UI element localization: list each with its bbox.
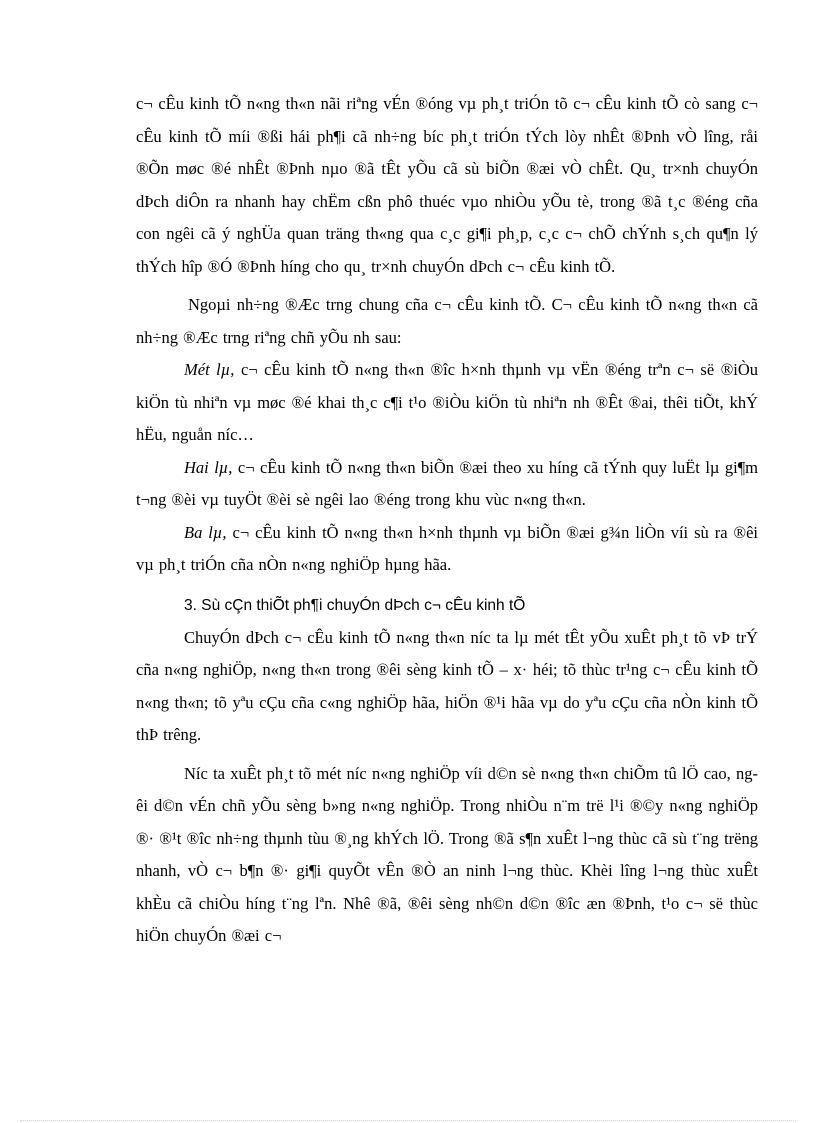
section-heading: 3. Sù cÇn thiÕt ph¶i chuyÓn dÞch c¬ cÊu kinh tÕ	[184, 596, 526, 614]
lead-phrase: Ba lµ,	[184, 522, 227, 542]
paragraph-first-characteristic	[136, 354, 758, 452]
paragraph-characteristics-intro: Ngoµi nh÷ng ®Æc trng chung cña c¬ cÊu kinh tÕ. C¬ cÊu kinh tÕ n«ng th«n cã nh÷ng ®Æc trng riªng chñ yÕu nh sau:	[136, 295, 758, 347]
lead-phrase: Mét lµ,	[184, 360, 235, 379]
document-page	[136, 88, 758, 953]
lead-phrase: Hai lµ,	[184, 457, 233, 477]
page-bottom-divider	[20, 1120, 796, 1121]
paragraph-second-characteristic	[136, 452, 758, 517]
paragraph-body: c¬ cÊu kinh tÕ n«ng th«n h×nh thµnh vµ biÕn ®æi g¾n liÒn víi sù ra ®êi vµ ph¸t triÓn cña nÒn n«ng nghiÖp hµng hãa.	[136, 522, 758, 574]
paragraph-third-characteristic	[136, 517, 758, 582]
paragraph-body: c¬ cÊu kinh tÕ n«ng th«n ®îc h×nh thµnh vµ vËn ®éng trªn c¬ së ®iÒu kiÖn tù nhiªn vµ møc ®é khai th¸c c¶i t¹o ®iÒu kiÖn tù nhiªn nh ®Êt ®ai, thêi tiÕt, khÝ hËu, nguån níc…	[136, 360, 758, 444]
paragraph-agriculture: Níc ta xuÊt ph¸t tõ mét níc n«ng nghiÖp víi d©n sè n«ng th«n chiÕm tû lÖ cao, ngêi d©n vÉn chñ yÕu sèng b»ng n«ng nghiÖp. Trong nhiÒu n¨m trë l¹i ®©y n«ng nghiÖp ®· ®¹t ®îc nh÷ng thµnh tùu ®¸ng khÝch lÖ. Trong ®ã s¶n xuÊt l¬ng thùc cã sù t¨ng trëng nhanh, vÒ c¬ b¶n ®· gi¶i quyÕt vÊn ®Ò an ninh l¬ng thùc. Khèi lîng l¬ng thùc xuÊt khÈu cã chiÒu híng t¨ng lªn. Nhê ®ã, ®êi sèng nh©n d©n ®îc æn ®Þnh, t¹o c¬ së thùc hiÖn chuyÓn ®æi c¬	[136, 763, 758, 945]
paragraph-body: c¬ cÊu kinh tÕ n«ng th«n biÕn ®æi theo xu híng cã tÝnh quy luËt lµ gi¶m t¬ng ®èi vµ tuyÖt ®èi sè ngêi lao ®éng trong khu vùc n«ng th«n.	[136, 457, 758, 509]
paragraph-necessity: ChuyÓn dÞch c¬ cÊu kinh tÕ n«ng th«n níc ta lµ mét tÊt yÕu xuÊt ph¸t tõ vÞ trÝ cña n«ng nghiÖp, n«ng th«n trong ®êi sèng kinh tÕ – x· héi; tõ thùc tr¹ng c¬ cÊu kinh tÕ n«ng th«n; tõ yªu cÇu cña c«ng nghiÖp hãa, hiÖn ®¹i hãa vµ do yªu cÇu cña nÒn kinh tÕ thÞ trêng.	[136, 627, 758, 744]
paragraph-continuation: c¬ cÊu kinh tÕ n«ng th«n nãi riªng vÉn ®óng vµ ph¸t triÓn tõ c¬ cÊu kinh tÕ cò sang c¬ cÊu kinh tÕ míi ®ßi hái ph¶i cã nh÷ng bíc ph¸t triÓn tÝch lòy nhÊt ®Þnh vÒ lîng, råi ®Õn møc ®é nhÊt ®Þnh nµo ®ã tÊt yÕu cã sù biÕn ®æi vÒ chÊt. Qu¸ tr×nh chuyÓn dÞch diÔn ra nhanh hay chËm cßn phô thuéc vµo nhiÒu yÕu tè, trong ®ã t¸c ®éng cña con ngêi cã ý nghÜa quan träng th«ng qua c¸c gi¶i ph¸p, c¸c c¬ chÕ chÝnh s¸ch qu¶n lý thÝch hîp ®Ó ®Þnh híng cho qu¸ tr×nh chuyÓn dÞch c¬ cÊu kinh tÕ.	[136, 94, 758, 276]
